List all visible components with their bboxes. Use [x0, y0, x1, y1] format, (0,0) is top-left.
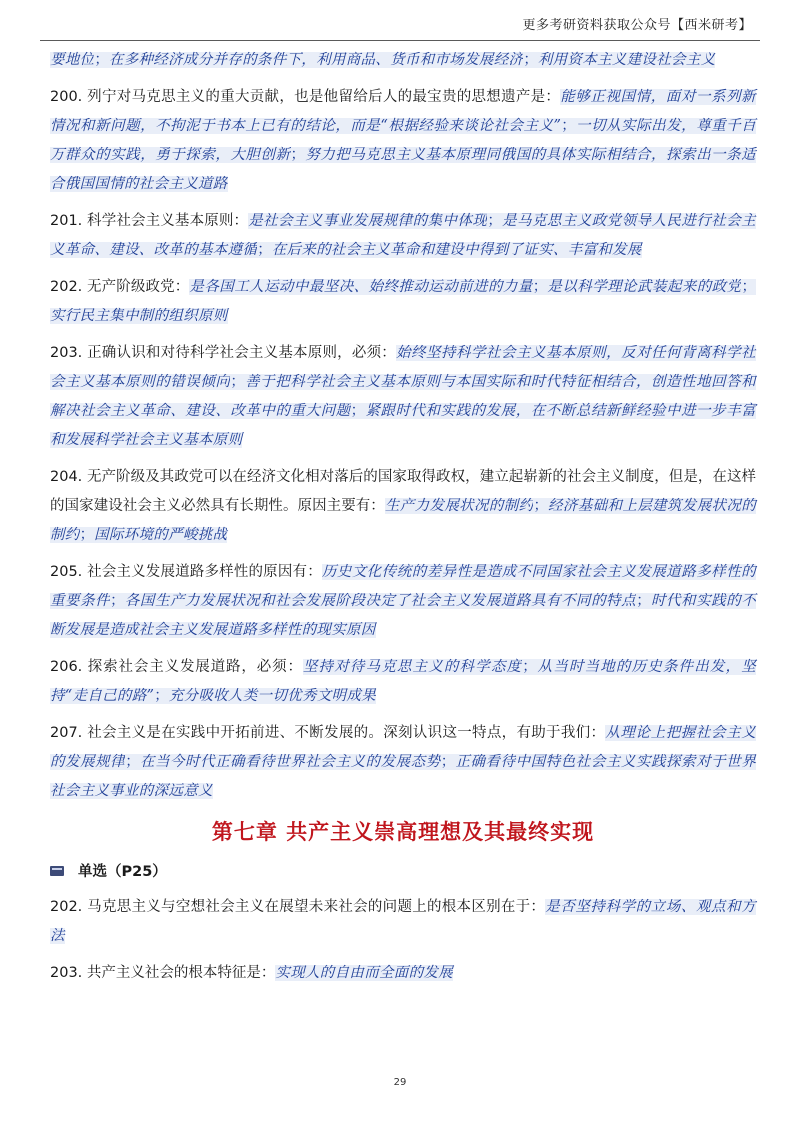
answer-text: 实行民主集中制的组织原则: [50, 308, 228, 324]
answer-text: 经济基础和上层建筑发展状况的制约: [50, 498, 757, 543]
answer-text: 是否坚持科学的立场、观点和方法: [50, 899, 756, 944]
question-paragraph: [50, 959, 756, 988]
answer-text: 一切从实际出发，尊重千百万群众的实践，勇于探索，大胆创新: [50, 118, 756, 163]
answer-text: 是社会主义事业发展规律的集中体现: [248, 213, 488, 229]
question-paragraph: 202. 无产阶级政党：是各国工人运动中最坚决、始终推动运动前进的力量；是以科学理论武装起来的政党；实行民主集中制的组织原则: [50, 279, 756, 324]
answer-text: 在当今时代正确看待世界社会主义的发展态势: [139, 754, 441, 770]
answer-text: 历史文化传统的差异性是造成不同国家社会主义发展道路多样性的重要条件: [50, 564, 756, 609]
answer-text: 始终坚持科学社会主义基本原则，反对任何背离科学社会主义基本原则的错误倾向: [50, 345, 756, 390]
answer-text: 在后来的社会主义革命和建设中得到了证实、丰富和发展: [271, 242, 642, 258]
answer-text: 正确看待中国特色社会主义实践探索对于世界社会主义事业的深远意义: [50, 754, 757, 799]
answer-text: 是马克思主义政党领导人民进行社会主义革命、建设、改革的基本遵循: [50, 213, 756, 258]
answer-text: 在多种经济成分并存的条件下，利用商品、货币和市场发展经济: [108, 52, 524, 68]
answer-text: 是各国工人运动中最坚决、始终推动运动前进的力量: [189, 279, 533, 295]
answer-text: 生产力发展状况的制约: [384, 498, 534, 514]
question-text: 202. 马克思主义与空想社会主义在展望未来社会的问题上的根本区别在于：: [50, 899, 546, 915]
answer-text: 紧跟时代和实践的发展，在不断总结新鲜经验中进一步丰富和发展科学社会主义基本原则: [50, 403, 756, 448]
question-text: 203. 正确认识和对待科学社会主义基本原则，必须：: [50, 345, 396, 361]
question-text: 205. 社会主义发展道路多样性的原因有：: [50, 564, 322, 580]
question-paragraph: 要地位；在多种经济成分并存的条件下，利用商品、货币和市场发展经济；利用资本主义建设社会主义: [50, 52, 716, 68]
question-text: 207. 社会主义是在实践中开拓前进、不断发展的。深刻认识这一特点，有助于我们：: [50, 725, 606, 741]
question-paragraph: 200. 列宁对马克思主义的重大贡献，也是他留给后人的最宝贵的思想遗产是：能够正视国情，面对一系列新情况和新问题，不拘泥于书本上已有的结论，而是“根据经验来谈论社会主义”；一切从实际出发，尊重千百万群众的实践，勇于探索，大胆创新；努力把马克思主义基本原理同俄国的具体实际相结合，探索出一条适合俄国国情的社会主义道路: [50, 89, 756, 192]
answer-text: 从理论上把握社会主义的发展规律: [50, 725, 756, 770]
answer-text: 能够正视国情，面对一系列新情况和新问题，不拘泥于书本上已有的结论，而是“根据经验来谈论社会主义”: [50, 89, 756, 134]
book-icon: [50, 866, 64, 876]
answer-text: 善于把科学社会主义基本原则与本国实际和时代特征相结合，创造性地回答和解决社会主义革命、建设、改革中的重大问题: [50, 374, 756, 419]
answer-text: 国际环境的严峻挑战: [94, 527, 228, 543]
question-paragraph: 203. 正确认识和对待科学社会主义基本原则，必须：始终坚持科学社会主义基本原则，反对任何背离科学社会主义基本原则的错误倾向；善于把科学社会主义基本原则与本国实际和时代特征相结合，创造性地回答和解决社会主义革命、建设、改革中的重大问题；紧跟时代和实践的发展，在不断总结新鲜经验中进一步丰富和发展科学社会主义基本原则: [50, 345, 756, 448]
question-text: 206. 探索社会主义发展道路，必须：: [50, 659, 303, 675]
answer-text: 从当时当地的历史条件出发，坚持“走自己的路”: [50, 659, 756, 704]
question-list: [50, 46, 756, 806]
answer-text: 时代和实践的不断发展是造成社会主义发展道路多样性的现实原因: [50, 593, 756, 638]
header-divider: [40, 40, 760, 41]
answer-text: 充分吸收人类一切优秀文明成果: [168, 688, 376, 704]
answer-text: 利用资本主义建设社会主义: [537, 52, 716, 68]
section-heading: [50, 860, 756, 881]
question-paragraph: 201. 科学社会主义基本原则：是社会主义事业发展规律的集中体现；是马克思主义政党领导人民进行社会主义革命、建设、改革的基本遵循；在后来的社会主义革命和建设中得到了证实、丰富和发展: [50, 213, 756, 258]
answer-text: 实现人的自由而全面的发展: [275, 965, 454, 981]
answer-text: 各国生产力发展状况和社会发展阶段决定了社会主义发展道路具有不同的特点: [124, 593, 637, 609]
page-header: 更多考研资料获取公众号【西米研考】: [522, 18, 752, 33]
section-title: 单选（P25）: [78, 864, 167, 880]
page-content: [50, 46, 756, 996]
question-paragraph: 204. 无产阶级及其政党可以在经济文化相对落后的国家取得政权，建立起崭新的社会主义制度，但是，在这样的国家建设社会主义必然具有长期性。原因主要有：生产力发展状况的制约；经济基础和上层建筑发展状况的制约；国际环境的严峻挑战: [50, 469, 757, 543]
answer-text: 是以科学理论武装起来的政党: [547, 279, 742, 295]
question-text: 202. 无产阶级政党：: [50, 279, 190, 295]
question-text: 204. 无产阶级及其政党可以在经济文化相对落后的国家取得政权，建立起崭新的社会主义制度，但是，在这样的国家建设社会主义必然具有长期性。原因主要有：: [50, 469, 756, 514]
page-number: 29: [393, 1077, 407, 1088]
answer-text: 要地位: [50, 52, 95, 68]
question-text: 203. 共产主义社会的根本特征是：: [50, 965, 276, 981]
question-text: 200. 列宁对马克思主义的重大贡献，也是他留给后人的最宝贵的思想遗产是：: [50, 89, 561, 105]
question-text: 201. 科学社会主义基本原则：: [50, 213, 249, 229]
answer-text: 坚持对待马克思主义的科学态度: [302, 659, 523, 675]
question-paragraph: 207. 社会主义是在实践中开拓前进、不断发展的。深刻认识这一特点，有助于我们：从理论上把握社会主义的发展规律；在当今时代正确看待世界社会主义的发展态势；正确看待中国特色社会主义实践探索对于世界社会主义事业的深远意义: [50, 725, 757, 799]
question-paragraph: 206. 探索社会主义发展道路，必须：坚持对待马克思主义的科学态度；从当时当地的历史条件出发，坚持“走自己的路”；充分吸收人类一切优秀文明成果: [50, 659, 756, 704]
question-paragraph: 205. 社会主义发展道路多样性的原因有：历史文化传统的差异性是造成不同国家社会主义发展道路多样性的重要条件；各国生产力发展状况和社会发展阶段决定了社会主义发展道路具有不同的特点；时代和实践的不断发展是造成社会主义发展道路多样性的现实原因: [50, 564, 756, 638]
answer-text: 努力把马克思主义基本原理同俄国的具体实际相结合，探索出一条适合俄国国情的社会主义道路: [50, 147, 756, 192]
chapter-title: 第七章 共产主义崇高理想及其最终实现: [211, 820, 595, 844]
question-paragraph: [50, 893, 756, 951]
